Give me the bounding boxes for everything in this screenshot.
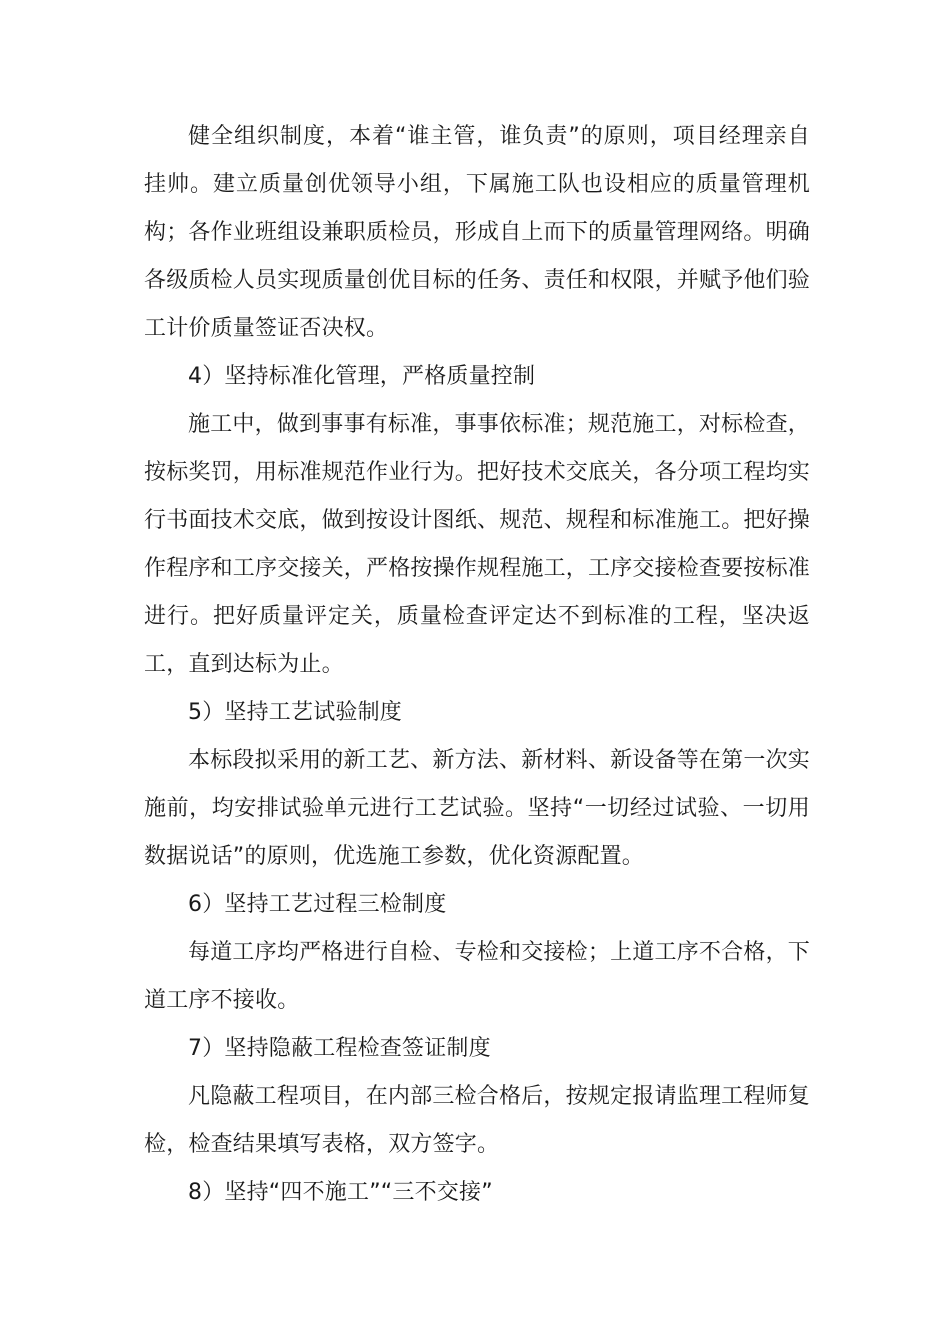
- document-body: [144, 113, 810, 1217]
- heading-standardization: 4）坚持标准化管理，严格质量控制: [188, 364, 536, 389]
- paragraph-standardization: 施工中，做到事事有标准，事事依标准；规范施工，对标检查，按标奖罚，用标准规范作业行为。把好技术交底关，各分项工程均实行书面技术交底，做到按设计图纸、规范、规程和标准施工。把好操作程序和工序交接关，严格按操作规程施工，工序交接检查要按标准进行。把好质量评定关，质量检查评定达不到标准的工程，坚决返工，直到达标为止。: [144, 412, 811, 677]
- heading-process-trial: 5）坚持工艺试验制度: [188, 700, 402, 725]
- heading-concealed-works: 7）坚持隐蔽工程检查签证制度: [188, 1036, 491, 1061]
- paragraph-three-inspections: 每道工序均严格进行自检、专检和交接检；上道工序不合格，下道工序不接收。: [144, 940, 810, 1013]
- heading-four-three-rules: 8）坚持“四不施工”“三不交接”: [188, 1180, 493, 1205]
- paragraph-process-trial: 本标段拟采用的新工艺、新方法、新材料、新设备等在第一次实施前，均安排试验单元进行工艺试验。坚持“一切经过试验、一切用数据说话”的原则，优选施工参数，优化资源配置。: [144, 748, 810, 869]
- paragraph-concealed-works: 凡隐蔽工程项目，在内部三检合格后，按规定报请监理工程师复检，检查结果填写表格，双方签字。: [144, 1084, 810, 1157]
- paragraph-organization: 健全组织制度，本着“谁主管，谁负责”的原则，项目经理亲自挂帅。建立质量创优领导小组，下属施工队也设相应的质量管理机构；各作业班组设兼职质检员，形成自上而下的质量管理网络。明确各级质检人员实现质量创优目标的任务、责任和权限，并赋予他们验工计价质量签证否决权。: [144, 124, 811, 341]
- heading-three-inspections: 6）坚持工艺过程三检制度: [188, 892, 447, 917]
